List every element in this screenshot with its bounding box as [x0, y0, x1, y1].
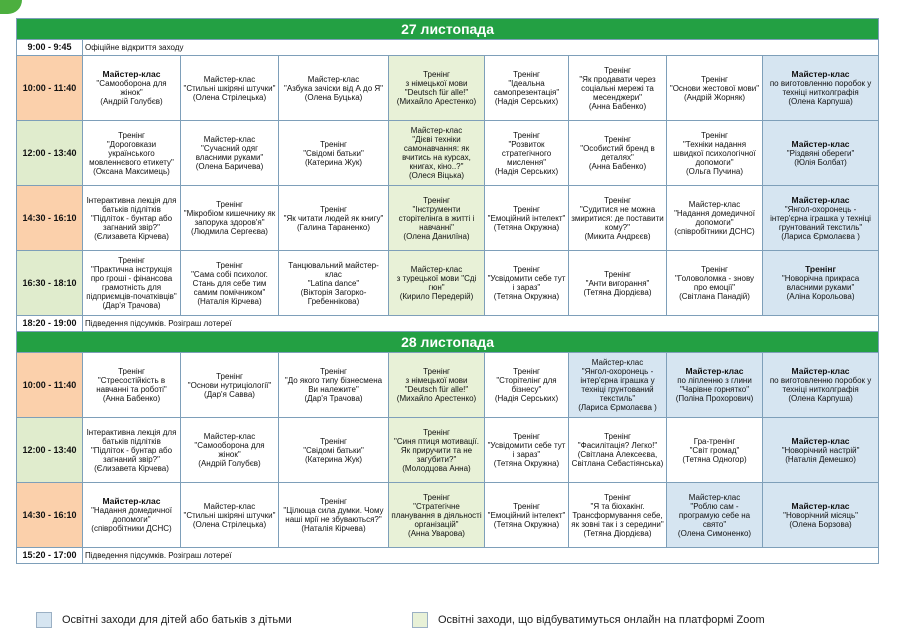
event-author: (Надія Серських) — [494, 394, 559, 403]
event-title: "Інструменти сторітелінга в житті і навчанні" — [398, 204, 475, 232]
event-kind: Гра-тренінг — [693, 436, 736, 446]
time-slot-row — [17, 483, 879, 548]
event-cell — [181, 353, 279, 418]
event-title: "Стильні шкіряні штучки" — [183, 510, 276, 520]
event-author: (Вікторія Загорко-Гребеннікова) — [300, 287, 367, 306]
time-cell: 10:00 - 11:40 — [17, 56, 83, 121]
event-title: "Основи жестової мови" — [669, 83, 760, 93]
event-cell — [485, 56, 569, 121]
legend-swatch-children — [36, 612, 52, 628]
event-title: "Азбука зачіски від А до Я" — [283, 83, 384, 93]
event-title: "Дієві техніки самонавчання: як вчитись на курсах, книгах, кіно..?" — [402, 135, 471, 171]
event-kind: Тренінг — [118, 256, 145, 265]
event-kind: Майстер-клас — [410, 126, 463, 135]
event-kind: Танцювальний майстер-клас — [288, 260, 379, 279]
event-title: "Надання домедичної допомоги" — [674, 209, 755, 227]
slot-note: Підведення підсумків. Розіграш лотереї — [83, 548, 879, 564]
event-author: (Анна Бабенко) — [588, 101, 647, 111]
event-title: "Анти вигорання" — [585, 278, 650, 288]
time-cell: 9:00 - 9:45 — [17, 40, 83, 56]
event-kind: Майстер-клас — [791, 138, 850, 149]
event-kind: Майстер-клас — [203, 501, 256, 511]
event-cell — [667, 418, 763, 483]
event-kind: Тренінг — [320, 204, 347, 214]
legend-label-online: Освітні заходи, що відбуватимуться онлайн на платформі Zoom — [438, 614, 765, 626]
event-cell — [389, 251, 485, 316]
event-kind: Інтерактивна лекція для батьків підлітків — [86, 427, 177, 446]
time-cell: 14:30 - 16:10 — [17, 483, 83, 548]
day-title: 27 листопада — [17, 19, 879, 40]
event-title: "Янгол-охоронець - інтер'єрна іграшка у техніці грунтований текстиль" — [770, 204, 871, 232]
time-slot-row — [17, 186, 879, 251]
event-kind: Інтерактивна лекція для батьків підлітків — [86, 195, 177, 214]
event-title: "Стратегічне планування в діяльності організацій" — [391, 501, 482, 529]
event-cell — [667, 56, 763, 121]
event-title: "Самооборона для жінок" — [194, 441, 265, 459]
event-kind: Тренінг — [701, 130, 728, 140]
event-cell — [279, 418, 389, 483]
event-cell — [763, 186, 879, 251]
event-title: "Роблю сам - програмую себе на свято" — [678, 501, 751, 529]
event-author: (Тетяна Діордієва) — [583, 528, 652, 538]
time-cell: 12:00 - 13:40 — [17, 418, 83, 483]
event-author: (Тетяна Одногор) — [682, 454, 747, 464]
time-slot-row — [17, 548, 879, 564]
event-kind: Тренінг — [604, 195, 631, 205]
event-kind: Тренінг — [604, 269, 631, 279]
event-cell — [83, 121, 181, 186]
event-title: по ліпленню з глини "Чарівне горнятко" — [677, 376, 752, 394]
event-title: "Усвідомити себе тут і зараз" — [487, 274, 566, 292]
event-author: (Катерина Жук) — [304, 157, 363, 167]
legend-swatch-online — [412, 612, 428, 628]
event-author: (Олена Симоненко) — [677, 528, 752, 538]
event-title: "Різдвяні обереги" — [786, 148, 855, 158]
event-author: (Дар'я Трачова) — [102, 301, 161, 310]
event-kind: Тренінг — [604, 135, 631, 144]
event-kind: Тренінг — [216, 200, 243, 209]
event-kind: Майстер-клас — [791, 366, 850, 376]
event-cell — [389, 186, 485, 251]
event-author: (Олена Стрілецька) — [192, 92, 267, 102]
time-cell: 18:20 - 19:00 — [17, 316, 83, 332]
event-title: "Практична інструкція про гроші - фінансова грамотність для підприємців-початківців" — [86, 265, 177, 301]
event-cell — [763, 251, 879, 316]
event-cell — [485, 251, 569, 316]
event-cell — [389, 418, 485, 483]
event-title: "Дороговкази українського мовленнєвого етикету" — [89, 139, 174, 167]
event-cell — [181, 251, 279, 316]
event-kind: Тренінг — [701, 74, 728, 84]
event-title: "Фасилітація? Легко!" — [577, 441, 658, 450]
time-slot-row — [17, 418, 879, 483]
event-title: "Емоційний інтелект" — [487, 213, 566, 223]
time-slot-row — [17, 251, 879, 316]
event-title: "Емоційний інтелект" — [487, 510, 566, 520]
event-cell — [485, 121, 569, 186]
event-author: (Михайло Арестенко) — [396, 394, 477, 403]
event-kind: Майстер-клас — [685, 366, 744, 376]
event-cell — [667, 186, 763, 251]
event-title: "Надання домедичної допомоги" — [91, 506, 172, 524]
event-title: "Судитися не можна змиритися: де поставити кому?" — [571, 204, 664, 232]
event-author: (Дар'я Савва) — [204, 389, 255, 399]
time-slot-row — [17, 40, 879, 56]
time-cell: 14:30 - 16:10 — [17, 186, 83, 251]
event-cell — [279, 121, 389, 186]
event-title: "Latina dance" — [307, 278, 360, 288]
time-cell: 16:30 - 18:10 — [17, 251, 83, 316]
event-title: "Новорічний місяць" — [783, 510, 858, 520]
event-kind: Майстер-клас — [791, 500, 850, 511]
event-title: "Сторітелінг для бізнесу" — [496, 376, 557, 394]
event-cell — [279, 353, 389, 418]
event-title: "Як продавати через соціальні мережі та месенджери" — [579, 74, 656, 102]
time-slot-row — [17, 316, 879, 332]
event-kind: Майстер-клас — [102, 496, 161, 506]
event-author: (Андрій Голубєв) — [100, 97, 163, 106]
event-cell — [181, 186, 279, 251]
event-kind: Майстер-клас — [591, 358, 644, 367]
event-author: (Андрій Голубєв) — [198, 459, 261, 468]
event-title: "До якого типу бізнесмена Ви належите" — [284, 376, 383, 394]
event-kind: Тренінг — [604, 492, 631, 502]
event-kind: Тренінг — [216, 260, 243, 270]
event-title: "Стильні шкіряні штучки" — [183, 83, 276, 93]
event-title: "Мікробіом кишечнику як запорука здоров'я" — [183, 209, 276, 227]
event-title: з турецької мови "Сді гюн" — [396, 274, 477, 292]
event-cell — [83, 186, 181, 251]
event-cell — [485, 353, 569, 418]
event-kind: Майстер-клас — [203, 74, 256, 84]
event-cell — [181, 483, 279, 548]
event-author: (співробітники ДСНС) — [91, 524, 172, 533]
event-author: (Анна Уварова) — [408, 528, 465, 538]
event-kind: Тренінг — [320, 497, 347, 506]
event-kind: Тренінг — [513, 130, 540, 140]
event-cell — [569, 121, 667, 186]
event-cell — [763, 56, 879, 121]
event-kind: Тренінг — [513, 367, 540, 376]
event-kind: Майстер-клас — [791, 69, 850, 79]
event-cell — [485, 186, 569, 251]
event-cell — [667, 251, 763, 316]
event-title: "Техніки надання швидкої психологічної допомоги" — [673, 139, 756, 167]
event-title: "Розвиток стратегічного мислення" — [501, 139, 552, 167]
event-cell — [83, 418, 181, 483]
day-header-row — [17, 19, 879, 40]
event-author: (Анна Бабенко) — [102, 394, 161, 403]
event-kind: Майстер-клас — [688, 200, 741, 209]
day-header-row — [17, 332, 879, 353]
event-cell — [763, 121, 879, 186]
event-author: (Оксана Максимець) — [93, 166, 170, 176]
time-slot-row — [17, 353, 879, 418]
day-title: 28 листопада — [17, 332, 879, 353]
legend-label-children: Освітні заходи для дітей або батьків з дітьми — [62, 614, 292, 626]
event-author: (Молодцова Анна) — [402, 463, 471, 473]
event-title: по виготовленню поробок у техніці нитколграфія — [769, 376, 872, 394]
event-title: "Усвідомити себе тут і зараз" — [487, 441, 566, 459]
event-title: "Синя птиця мотивації. Як приручити та не загубити?" — [394, 436, 479, 464]
event-title: "Основи нутриціології" — [187, 380, 272, 390]
time-cell: 15:20 - 17:00 — [17, 548, 83, 564]
event-title: "Підліток - бунтар або загнаний звір?" — [90, 445, 173, 464]
event-kind: Майстер-клас — [102, 69, 161, 79]
event-kind: Майстер-клас — [410, 265, 463, 274]
event-author: (Наталія Демешко) — [785, 454, 856, 464]
event-author: (Людмила Сергеєва) — [191, 227, 268, 236]
event-cell — [389, 483, 485, 548]
event-cell — [83, 483, 181, 548]
event-cell — [569, 251, 667, 316]
event-kind: Тренінг — [701, 265, 728, 274]
event-kind: Тренінг — [216, 371, 243, 381]
slot-note: Офіційне відкриття заходу — [83, 40, 879, 56]
event-author: (Поліна Прохорович) — [675, 394, 754, 403]
event-cell — [569, 186, 667, 251]
event-kind: Тренінг — [423, 195, 450, 205]
event-title: "Як читати людей як книгу" — [283, 213, 384, 223]
event-kind: Тренінг — [513, 70, 540, 79]
event-cell — [279, 56, 389, 121]
event-kind: Тренінг — [423, 70, 450, 79]
event-kind: Тренінг — [805, 264, 837, 274]
legend-item-children — [36, 612, 292, 628]
event-kind: Майстер-клас — [203, 432, 256, 441]
event-cell — [279, 186, 389, 251]
event-kind: Тренінг — [513, 432, 540, 441]
event-author: (Наталія Кірчева) — [197, 296, 262, 306]
event-cell — [569, 56, 667, 121]
event-title: "Головоломка - знову про емоції" — [674, 274, 755, 292]
event-author: (Юлія Болбат) — [794, 157, 847, 167]
event-author: (Єлизавета Кірчева) — [94, 231, 169, 241]
event-kind: Тренінг — [604, 432, 631, 441]
event-author: (Ольга Пучина) — [686, 166, 743, 176]
event-author: (Тетяна Окружна) — [493, 292, 560, 301]
event-author: (Олена Данилїна) — [403, 231, 470, 241]
event-author: (Єлизавета Кірчева) — [94, 463, 169, 473]
event-title: "Самооборона для жінок" — [96, 79, 167, 97]
event-cell — [667, 483, 763, 548]
event-title: "Новорічна прикраса власними руками" — [781, 274, 860, 292]
event-author: (Анна Бабенко) — [588, 162, 647, 171]
event-author: (Надія Серських) — [494, 166, 559, 176]
event-author: (Лариса Єрмолаєва ) — [781, 231, 860, 241]
event-kind: Тренінг — [320, 139, 347, 149]
event-author: (Олена Стрілецька) — [192, 519, 267, 529]
event-cell — [83, 353, 181, 418]
event-author: (Олена Баричева) — [195, 162, 264, 171]
event-kind: Тренінг — [423, 492, 450, 502]
event-author: (Олена Борзова) — [789, 519, 852, 529]
event-title: "Сучасний одяг власними руками" — [195, 144, 264, 162]
event-cell — [83, 251, 181, 316]
event-cell — [389, 121, 485, 186]
event-kind: Тренінг — [423, 427, 450, 437]
event-title: "Новорічний настрій" — [781, 445, 860, 455]
event-cell — [485, 483, 569, 548]
event-kind: Тренінг — [118, 367, 145, 376]
event-author: (Надія Серських) — [494, 97, 559, 106]
event-author: (Світлана Панадій) — [679, 292, 750, 301]
event-cell — [279, 483, 389, 548]
event-author: (Олеся Віцька) — [408, 171, 465, 180]
event-title: по виготовленню поробок у техніці нитколграфія — [769, 79, 872, 97]
event-kind: Майстер-клас — [791, 435, 850, 446]
event-kind: Тренінг — [320, 367, 347, 376]
event-cell — [181, 121, 279, 186]
event-author: (Катерина Жук) — [304, 454, 363, 464]
event-kind: Тренінг — [423, 367, 450, 376]
event-author: (Світлана Алексеєва, Світлана Себастіянська) — [571, 450, 664, 468]
event-kind: Тренінг — [604, 65, 631, 75]
event-cell — [279, 251, 389, 316]
event-title: "Цілюща сила думки. Чому наші мрії не збуваються?" — [283, 506, 384, 524]
schedule-table — [16, 18, 879, 564]
event-cell — [763, 353, 879, 418]
event-cell — [763, 418, 879, 483]
time-cell: 12:00 - 13:40 — [17, 121, 83, 186]
event-cell — [389, 56, 485, 121]
event-author: (Лариса Єрмолаєва ) — [578, 403, 657, 412]
event-author: (Аліна Корольова) — [786, 292, 855, 301]
event-author: (Олена Карпуша) — [788, 97, 853, 106]
event-author: (Олена Карпуша) — [788, 394, 853, 403]
time-slot-row — [17, 56, 879, 121]
event-author: (Дар'я Трачова) — [304, 394, 363, 403]
event-title: "Свідомі батьки" — [303, 148, 364, 158]
event-title: "Сама собі психолог. Стань для себе тим самим помічником" — [191, 269, 268, 297]
event-author: (співробітники ДСНС) — [674, 227, 755, 236]
event-title: "Ідеальна самопрезентація" — [493, 79, 560, 97]
event-kind: Тренінг — [513, 501, 540, 511]
legend-item-online — [412, 612, 765, 628]
event-cell — [569, 483, 667, 548]
event-title: "Підліток - бунтар або загнаний звір?" — [90, 213, 173, 232]
slot-note: Підведення підсумків. Розіграш лотереї — [83, 316, 879, 332]
event-cell — [569, 418, 667, 483]
event-cell — [181, 418, 279, 483]
event-cell — [763, 483, 879, 548]
event-author: (Тетяна Діордієва) — [583, 287, 652, 297]
event-author: (Кирило Передерій) — [399, 292, 474, 301]
event-title: "Стресостійкість в навчанні та роботі" — [96, 376, 167, 394]
event-kind: Майстер-клас — [203, 135, 256, 144]
event-author: (Олена Буцька) — [304, 92, 363, 102]
event-title: "Янгол-охоронець - інтер'єрна іграшка у техніці грунтований текстиль" — [580, 367, 655, 403]
event-cell — [667, 353, 763, 418]
event-author: (Галина Тараненко) — [296, 222, 371, 232]
event-cell — [667, 121, 763, 186]
event-author: (Тетяна Окружна) — [493, 459, 560, 468]
event-author: (Михайло Арестенко) — [396, 97, 477, 106]
time-cell: 10:00 - 11:40 — [17, 353, 83, 418]
event-kind: Тренінг — [513, 204, 540, 214]
corner-decoration — [0, 0, 22, 14]
event-author: (Микита Андрєєв) — [584, 231, 651, 241]
event-title: з німецької мови "Deutsch für alle!" — [404, 376, 469, 394]
event-kind: Тренінг — [513, 265, 540, 274]
event-cell — [485, 418, 569, 483]
event-title: "Світ громад" — [689, 445, 740, 455]
event-cell — [569, 353, 667, 418]
event-author: (Андрій Жорняк) — [683, 92, 746, 102]
event-kind: Тренінг — [118, 130, 145, 140]
event-title: "Я та біохакінг. Трансформування себе, як зовні так і з середини" — [571, 501, 664, 529]
event-kind: Майстер-клас — [307, 74, 360, 84]
event-cell — [389, 353, 485, 418]
event-author: (Тетяна Окружна) — [493, 519, 560, 529]
time-slot-row — [17, 121, 879, 186]
event-title: "Особистий бренд в деталях" — [580, 144, 655, 162]
event-cell — [181, 56, 279, 121]
event-kind: Тренінг — [320, 436, 347, 446]
event-author: (Наталія Кірчева) — [301, 524, 366, 533]
event-title: з німецької мови "Deutsch für alle!" — [404, 79, 469, 97]
event-kind: Майстер-клас — [688, 492, 741, 502]
event-kind: Майстер-клас — [791, 194, 850, 205]
event-author: (Тетяна Окружна) — [493, 222, 560, 232]
event-title: "Свідомі батьки" — [303, 445, 364, 455]
event-cell — [83, 56, 181, 121]
